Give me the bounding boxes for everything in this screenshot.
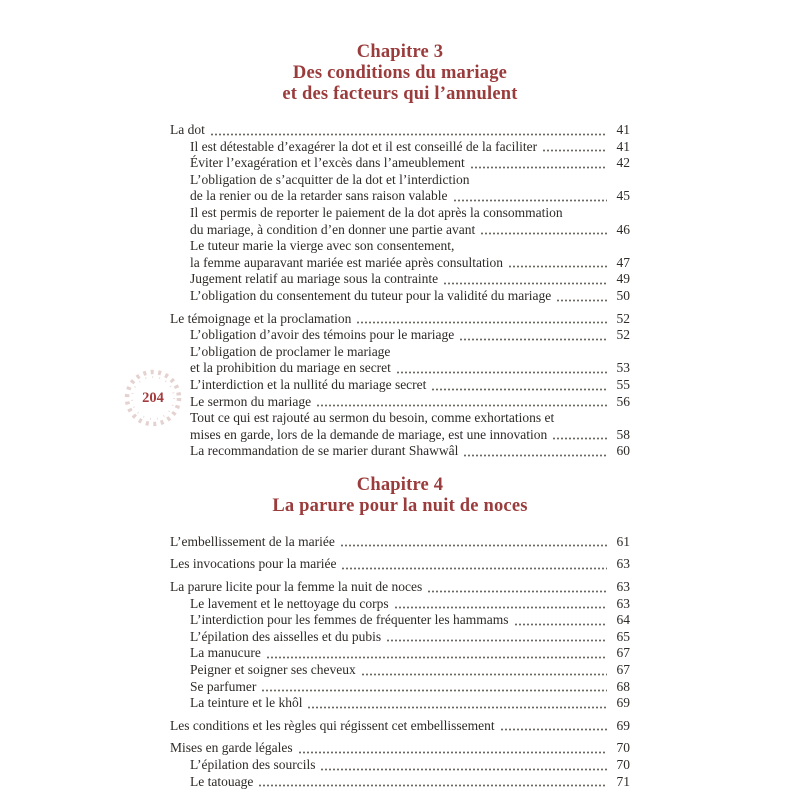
chapter-3-subtitle-line2: et des facteurs qui l’annulent bbox=[282, 84, 518, 104]
chapter-3-heading bbox=[170, 42, 630, 105]
toc-entry-label: Il est permis de reporter le paiement de la dot après la consommation bbox=[190, 204, 563, 220]
toc-leader-dots bbox=[453, 188, 607, 205]
toc-page-number: 46 bbox=[616, 221, 630, 237]
toc-entry bbox=[170, 188, 630, 205]
toc-page-number: 58 bbox=[616, 426, 630, 442]
toc-entry-label: L’embellissement de la mariée bbox=[170, 533, 335, 549]
toc-entry-label: Peigner et soigner ses cheveux bbox=[190, 662, 356, 678]
toc-entry bbox=[170, 718, 630, 735]
toc-page-number: 45 bbox=[616, 188, 630, 204]
toc-page-number: 71 bbox=[616, 773, 630, 789]
toc-entry bbox=[170, 288, 630, 305]
toc-leader-dots bbox=[480, 222, 607, 239]
toc-entry bbox=[170, 596, 630, 613]
toc-leader-dots bbox=[514, 612, 607, 629]
toc-entry bbox=[170, 122, 630, 139]
toc-page-number: 65 bbox=[616, 628, 630, 644]
toc-leader-dots bbox=[386, 629, 607, 646]
toc-page-number: 70 bbox=[616, 757, 630, 772]
toc-leader-dots bbox=[427, 579, 607, 596]
toc-entry-label: Le lavement et le nettoyage du corps bbox=[190, 595, 389, 611]
toc-entry bbox=[170, 311, 630, 328]
toc-page-number: 70 bbox=[616, 740, 630, 756]
toc-leader-dots bbox=[341, 556, 607, 573]
toc-entry bbox=[170, 255, 630, 272]
toc-entry-label: la femme auparavant mariée est mariée après consultation bbox=[190, 254, 503, 270]
toc-page-number: 61 bbox=[616, 533, 630, 549]
toc-entry bbox=[170, 155, 630, 172]
toc-leader-dots bbox=[320, 757, 607, 774]
toc-entry-label: Jugement relatif au mariage sous la contrainte bbox=[190, 271, 439, 287]
toc-entry-label: L’interdiction pour les femmes de fréquenter les hammams bbox=[190, 612, 509, 628]
toc-entry bbox=[170, 612, 630, 629]
toc-entry-label: Mises en garde légales bbox=[170, 740, 293, 756]
toc-entry-label: mises en garde, lors de la demande de mariage, est une innovation bbox=[190, 426, 548, 442]
toc-entry bbox=[170, 534, 630, 551]
toc-page-number: 64 bbox=[616, 612, 630, 628]
toc-entry-label: du mariage, à condition d’en donner une partie avant bbox=[190, 221, 476, 237]
toc-page-number: 50 bbox=[616, 287, 630, 303]
chapter-4-subtitle-line1: La parure pour la nuit de noces bbox=[272, 495, 528, 516]
toc-page-number: 53 bbox=[616, 360, 630, 376]
toc-entry bbox=[170, 757, 630, 774]
toc-leader-dots bbox=[459, 327, 607, 344]
toc-entry-label: Le tuteur marie la vierge avec son consentement, bbox=[190, 238, 455, 254]
toc-entry-label: La dot bbox=[170, 122, 205, 137]
toc-entry-label: Les conditions et les règles qui régissent cet embellissement bbox=[170, 717, 495, 733]
toc-leader-dots bbox=[552, 427, 607, 444]
toc-leader-dots bbox=[356, 311, 607, 328]
toc-entry-label: Les invocations pour la mariée bbox=[170, 556, 337, 572]
toc-page-number: 63 bbox=[616, 556, 630, 572]
toc-leader-dots bbox=[396, 360, 607, 377]
toc-leader-dots bbox=[394, 596, 607, 613]
toc-page-number: 47 bbox=[616, 254, 630, 270]
toc-entry-label: L’obligation de proclamer le mariage bbox=[190, 343, 391, 359]
toc-entry bbox=[170, 410, 630, 427]
toc-page-number: 55 bbox=[616, 376, 630, 392]
toc-leader-dots bbox=[266, 645, 607, 662]
toc-page-number: 41 bbox=[616, 138, 630, 154]
toc-page-number: 56 bbox=[616, 393, 630, 409]
toc-page-number: 63 bbox=[616, 579, 630, 595]
toc-leader-dots bbox=[542, 139, 607, 156]
toc-page-number: 49 bbox=[616, 271, 630, 287]
toc-leader-dots bbox=[258, 774, 607, 791]
toc-page-number: 69 bbox=[616, 695, 630, 711]
toc-leader-dots bbox=[307, 695, 607, 712]
toc-leader-dots bbox=[463, 443, 607, 460]
toc-page-number: 63 bbox=[616, 595, 630, 611]
toc-entry-label: Le témoignage et la proclamation bbox=[170, 310, 352, 326]
toc-leader-dots bbox=[508, 255, 607, 272]
toc-page-number: 42 bbox=[616, 155, 630, 171]
toc-page-number: 67 bbox=[616, 662, 630, 678]
toc-entry bbox=[170, 238, 630, 255]
toc-entry bbox=[170, 394, 630, 411]
toc-entry bbox=[170, 377, 630, 394]
toc-entry bbox=[170, 222, 630, 239]
toc-leader-dots bbox=[210, 122, 607, 139]
toc-entry bbox=[170, 360, 630, 377]
toc-leader-dots bbox=[500, 718, 607, 735]
toc-entry bbox=[170, 344, 630, 361]
toc-entry-label: Se parfumer bbox=[190, 678, 257, 694]
toc-entry-label: L’obligation de s’acquitter de la dot et l’interdiction bbox=[190, 171, 470, 187]
page-number-badge bbox=[121, 366, 185, 430]
toc-entry bbox=[170, 579, 630, 596]
toc-entry-label: Éviter l’exagération et l’excès dans l’ameublement bbox=[190, 155, 465, 171]
toc-leader-dots bbox=[361, 662, 607, 679]
toc-leader-dots bbox=[340, 534, 607, 551]
book-toc-page bbox=[170, 0, 630, 790]
toc-page-number: 52 bbox=[616, 327, 630, 343]
toc-page-number: 52 bbox=[616, 310, 630, 326]
toc-entry-label: et la prohibition du mariage en secret bbox=[190, 360, 391, 376]
toc-entry bbox=[170, 427, 630, 444]
toc-entry bbox=[170, 443, 630, 460]
toc-entry-label: L’épilation des sourcils bbox=[190, 757, 316, 772]
toc-entry bbox=[170, 139, 630, 156]
toc-entry-label: La recommandation de se marier durant Shawwâl bbox=[190, 443, 459, 459]
toc-entry bbox=[170, 271, 630, 288]
toc-leader-dots bbox=[316, 394, 607, 411]
toc-page-number: 41 bbox=[616, 122, 630, 137]
chapter-3-title: Chapitre 3 bbox=[356, 42, 444, 62]
toc-entry bbox=[170, 695, 630, 712]
toc-entry-label: L’épilation des aisselles et du pubis bbox=[190, 628, 382, 644]
toc-entry-label: Il est détestable d’exagérer la dot et il est conseillé de la faciliter bbox=[190, 138, 538, 154]
toc-leader-dots bbox=[470, 155, 607, 172]
toc-page-number: 68 bbox=[616, 678, 630, 694]
toc-page-number: 69 bbox=[616, 717, 630, 733]
toc-entry-label: Tout ce qui est rajouté au sermon du besoin, comme exhortations et bbox=[190, 410, 555, 426]
toc-entry-label: L’interdiction et la nullité du mariage secret bbox=[190, 376, 427, 392]
toc-leader-dots bbox=[556, 288, 607, 305]
toc-entry bbox=[170, 740, 630, 757]
toc-entry-label: Le tatouage bbox=[190, 773, 254, 789]
toc-entry-label: L’obligation du consentement du tuteur pour la validité du mariage bbox=[190, 287, 552, 303]
toc-page-number: 60 bbox=[616, 443, 630, 459]
toc-entry-label: L’obligation d’avoir des témoins pour le mariage bbox=[190, 327, 455, 343]
toc-entry bbox=[170, 679, 630, 696]
toc-entry bbox=[170, 556, 630, 573]
page-number: 204 bbox=[142, 389, 164, 406]
toc-page-number: 67 bbox=[616, 645, 630, 661]
toc-entry-label: La parure licite pour la femme la nuit de noces bbox=[170, 579, 423, 595]
toc-entry bbox=[170, 629, 630, 646]
toc-entry bbox=[170, 327, 630, 344]
toc-leader-dots bbox=[431, 377, 607, 394]
chapter-4-toc bbox=[170, 534, 630, 790]
toc-entry-label: de la renier ou de la retarder sans raison valable bbox=[190, 188, 448, 204]
toc-entry bbox=[170, 205, 630, 222]
chapter-4-heading bbox=[170, 475, 630, 517]
toc-entry-label: La manucure bbox=[190, 645, 261, 661]
toc-leader-dots bbox=[261, 679, 607, 696]
toc-leader-dots bbox=[443, 271, 607, 288]
toc-entry-label: Le sermon du mariage bbox=[190, 393, 312, 409]
toc-entry bbox=[170, 774, 630, 791]
chapter-4-title: Chapitre 4 bbox=[356, 474, 444, 495]
toc-entry bbox=[170, 645, 630, 662]
toc-entry bbox=[170, 172, 630, 189]
chapter-3-subtitle-line1: Des conditions du mariage bbox=[292, 63, 508, 83]
toc-leader-dots bbox=[298, 740, 607, 757]
toc-entry bbox=[170, 662, 630, 679]
chapter-3-toc bbox=[170, 122, 630, 460]
toc-entry-label: La teinture et le khôl bbox=[190, 695, 303, 711]
